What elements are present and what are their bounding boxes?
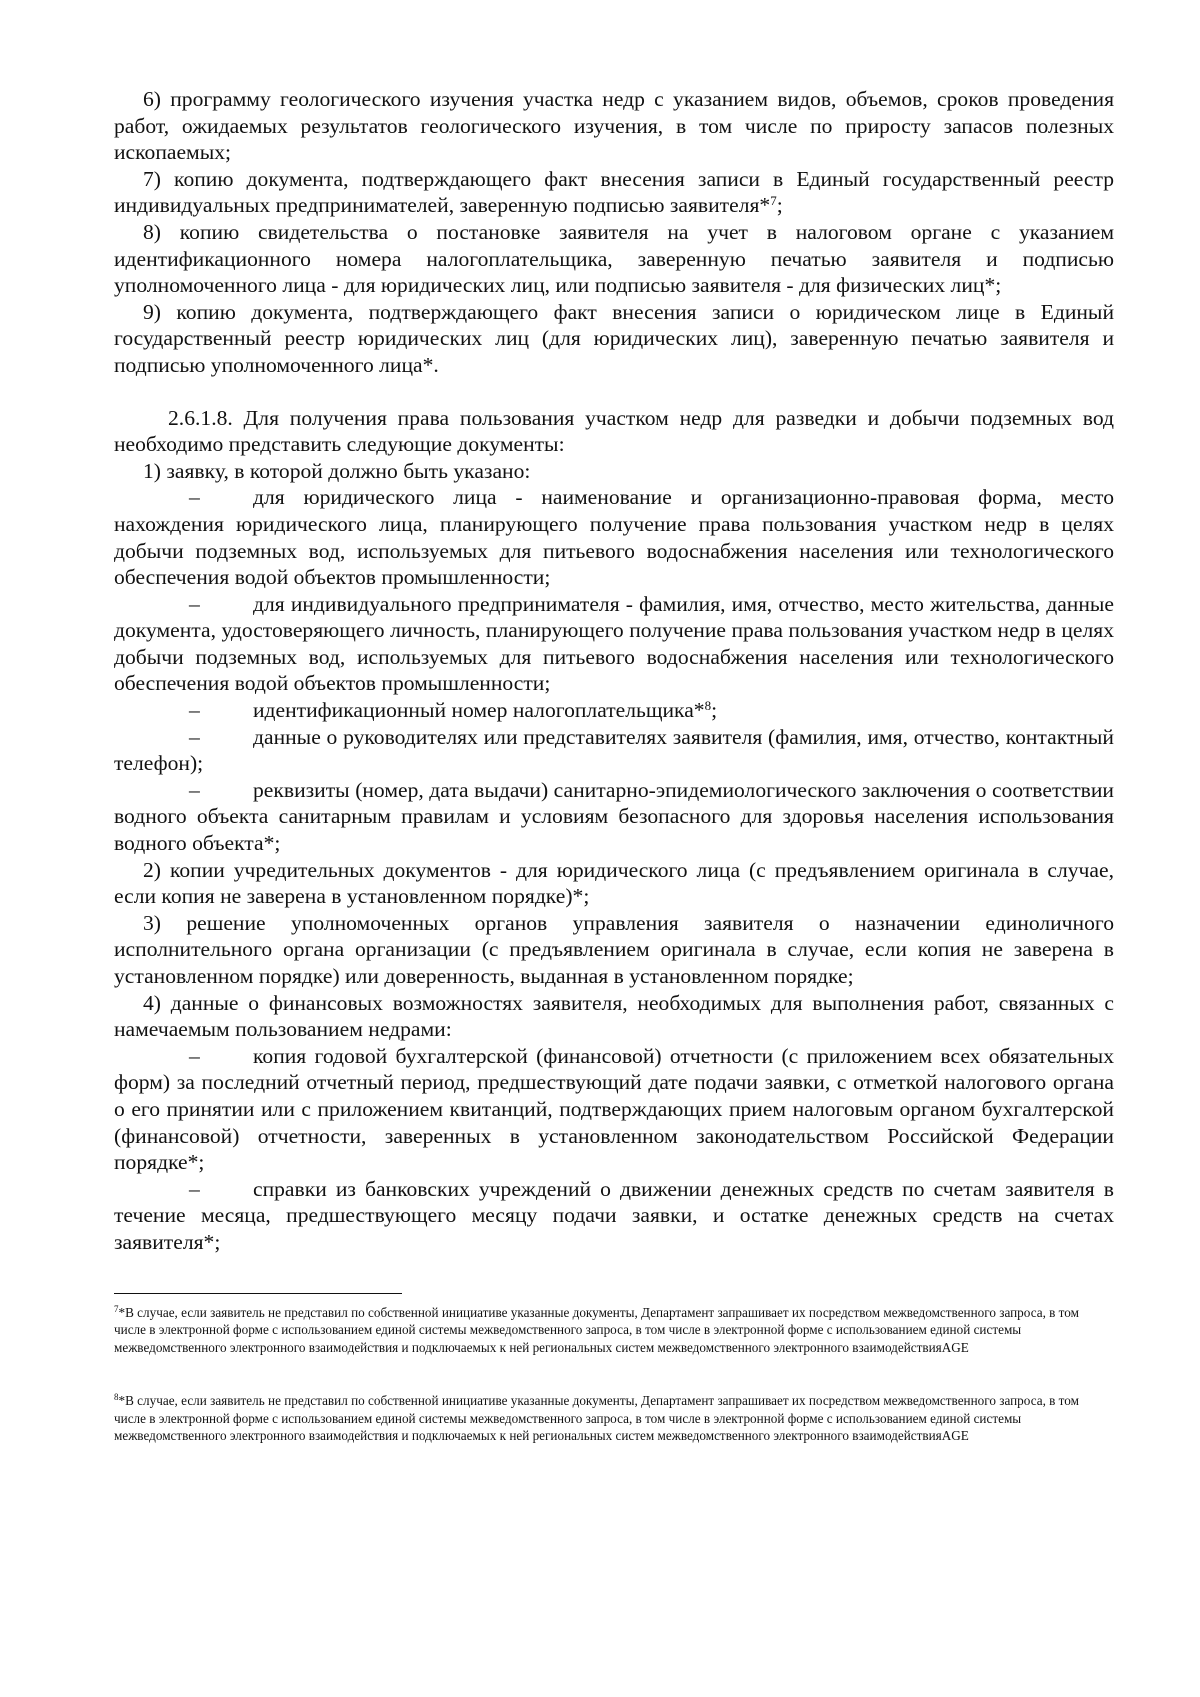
- dash-item-text: данные о руководителях или представителях заявителя (фамилия, имя, отчество, контактный телефон);: [114, 724, 1114, 776]
- dash-item-legal-entity: [114, 484, 1114, 590]
- footnote-ref-7: 7: [770, 193, 777, 209]
- dash-item-tail: ;: [711, 698, 718, 723]
- footnote-number: 8: [114, 1392, 119, 1403]
- dash-item-entrepreneur: [114, 591, 1114, 697]
- dash-mark: –: [189, 724, 200, 749]
- req-item-2: 2) копии учредительных документов - для юридического лица (с предъявлением оригинала в случае, если копия не заверена в установленном порядке)*;: [114, 857, 1114, 909]
- item-7: [114, 166, 1114, 219]
- item-7-text: 7) копию документа, подтверждающего факт внесения записи в Единый государственный реестр индивидуальных предпринимателей, заверенную подписью заявителя*: [114, 166, 1114, 218]
- dash-item-annual-report: [114, 1043, 1114, 1176]
- dash-mark: –: [189, 1176, 200, 1201]
- dash-mark: –: [189, 485, 200, 510]
- dash-item-text: для юридического лица - наименование и организационно-правовая форма, место нахождения юридического лица, планирующего получение права пользования участком недр в целях добычи подземных вод, используемых для питьевого водоснабжения населения или технологического обеспечения водой объектов промышленности;: [114, 485, 1114, 590]
- dash-mark: –: [189, 1043, 200, 1068]
- section-2-6-1-8: 2.6.1.8. Для получения права пользования участком недр для разведки и добычи подземных вод необходимо представить следующие документы:: [114, 405, 1114, 457]
- item-6: 6) программу геологического изучения участка недр с указанием видов, объемов, сроков проведения работ, ожидаемых результатов геологического изучения, в том числе по приросту запасов полезных ископаемых;: [114, 87, 1114, 165]
- req-item-3: 3) решение уполномоченных органов управления заявителя о назначении единоличного исполнительного органа организации (с предъявлением оригинала в случае, если копия не заверена в установленном порядке) или доверенность, выданная в установленном порядке;: [114, 910, 1114, 988]
- footnote-separator: [114, 1293, 402, 1294]
- dash-item-heads: [114, 724, 1114, 777]
- footnote-ref-8: 8: [704, 698, 712, 714]
- item-9: 9) копию документа, подтверждающего факт внесения записи о юридическом лице в Единый государственный реестр юридических лиц (для юридических лиц), заверенную печатью заявителя и подписью уполномоченного лица*.: [114, 299, 1114, 377]
- item-7-tail: ;: [776, 193, 783, 218]
- item-8: 8) копию свидетельства о постановке заявителя на учет в налоговом органе с указанием идентификационного номера налогоплательщика, заверенную печатью заявителя и подписью уполномоченного лица - для юридических лиц, или подписью заявителя - для физических лиц*;: [114, 219, 1114, 298]
- dash-item-inn: [114, 697, 1114, 724]
- footnote-text: *В случае, если заявитель не представил по собственной инициативе указанные документы, Департамент запрашивает их посредством межведомственного запроса, в том числе в электронной форме с использованием единой системы межведомственного запроса, в том числе в электронной форме с использованием единой системы межведомственного электронного взаимодействия и подключаемых к ней региональных систем межведомственного электронного взаимодействияAGE: [114, 1393, 1079, 1444]
- dash-item-text: справки из банковских учреждений о движении денежных средств по счетам заявителя в течение месяца, предшествующего месяцу подачи заявки, и остатке денежных средств на счетах заявителя*;: [114, 1176, 1114, 1254]
- dash-item-sanitary: [114, 777, 1114, 857]
- dash-mark: –: [189, 591, 200, 616]
- footnote-text: *В случае, если заявитель не представил по собственной инициативе указанные документы, Департамент запрашивает их посредством межведомственного запроса, в том числе в электронной форме с использованием единой системы межведомственного запроса, в том числе в электронной форме с использованием единой системы межведомственного электронного взаимодействия и подключаемых к ней региональных систем межведомственного электронного взаимодействияAGE: [114, 1304, 1079, 1355]
- dash-mark: –: [189, 698, 200, 723]
- dash-item-bank-statements: [114, 1176, 1114, 1256]
- footnote-7: [114, 1304, 1114, 1357]
- req-item-4: 4) данные о финансовых возможностях заявителя, необходимых для выполнения работ, связанных с намечаемым пользованием недрами:: [114, 990, 1114, 1042]
- dash-item-text: для индивидуального предпринимателя - фамилия, имя, отчество, место жительства, данные документа, удостоверяющего личность, планирующего получение права пользования участком недр в целях добычи подземных вод, используемых для питьевого водоснабжения населения или технологического обеспечения водой объектов промышленности;: [114, 591, 1114, 696]
- dash-item-text: идентификационный номер налогоплательщика*: [253, 698, 705, 723]
- dash-item-text: реквизиты (номер, дата выдачи) санитарно-эпидемиологического заключения о соответствии водного объекта санитарным правилам и условиям безопасного для здоровья населения использования водного объекта*;: [114, 777, 1114, 856]
- document-body: [114, 86, 1114, 1256]
- footnote-number: 7: [114, 1303, 119, 1314]
- footnote-8: [114, 1392, 1114, 1445]
- req-item-1: 1) заявку, в которой должно быть указано:: [143, 458, 531, 483]
- dash-item-text: копия годовой бухгалтерской (финансовой) отчетности (с приложением всех обязательных форм) за последний отчетный период, предшествующий дате подачи заявки, с отметкой налогового органа о его принятии или с приложением квитанций, подтверждающих прием налоговым органом бухгалтерской (финансовой) отчетности, заверенных в установленном законодательством Российской Федерации порядке*;: [114, 1043, 1114, 1175]
- dash-mark: –: [189, 777, 200, 802]
